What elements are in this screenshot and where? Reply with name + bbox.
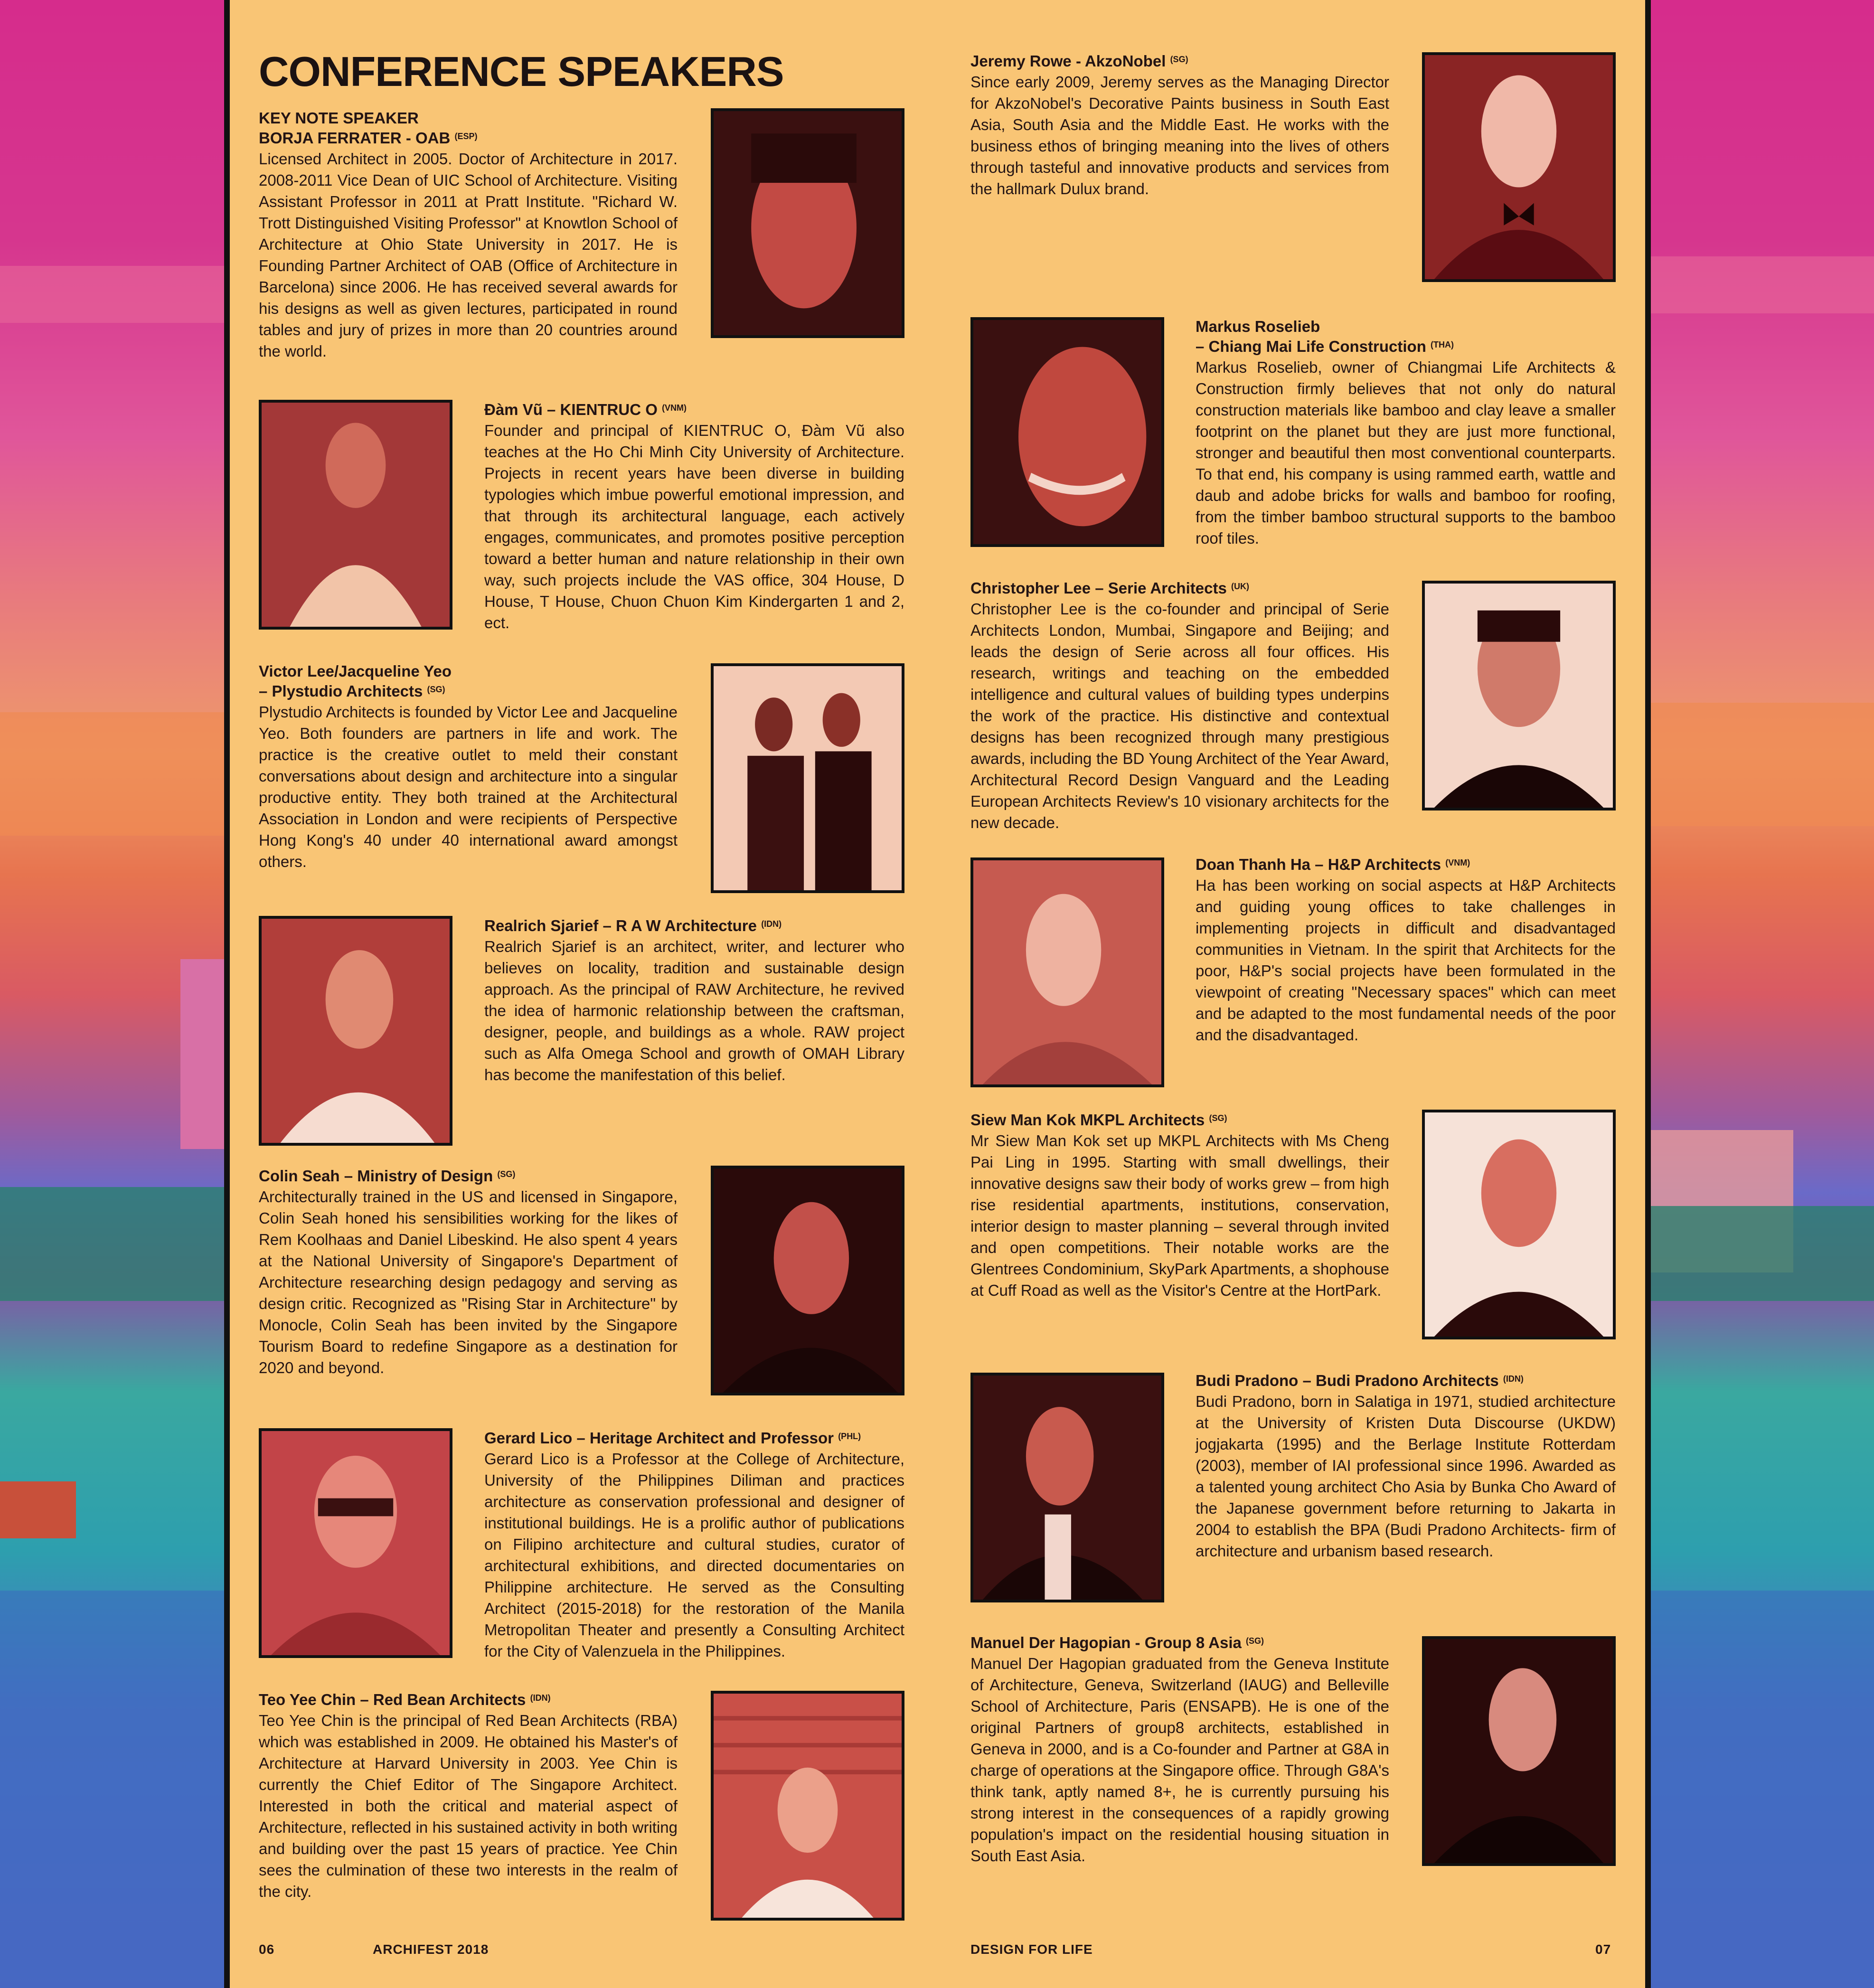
speaker-bio: Since early 2009, Jeremy serves as the Managing Director for AkzoNobel's Decorative Paints business in South East Asia, South Asia and the Middle East. He works with the business ethos of bringing meaning into the lives of others through tasteful and innovative products and services from the hallmark Dulux brand. [970,73,1389,198]
footer-page-number-right: 07 [1595,1942,1611,1957]
speaker-photo-plystudio [711,663,904,893]
speaker-name: Victor Lee/Jacqueline Yeo [259,662,452,680]
speaker-name: Jeremy Rowe - AkzoNobel $^{(SG)}$ [970,52,1188,70]
page-title: CONFERENCE SPEAKERS [259,48,784,95]
speaker-photo-realrich-sjarief [259,916,452,1146]
speaker-bio: Founder and principal of KIENTRUC O, Đàm Vũ also teaches at the Ho Chi Minh City University of Architecture. Projects in recent years have been diverse in building typologies which imbue powerful emotional impression, and that through its architectural language, each actively engages, communicates, and promotes positive perception toward a better human and nature relationship in their own way, such projects include the VAS office, 304 House, D House, T House, Chuon Chuon Kim Kindergarten 1 and 2, ect. [484,422,904,631]
speaker-photo-dam-vu [259,400,452,630]
speaker-bio: Manuel Der Hagopian graduated from the Geneva Institute of Architecture, Geneva, Switzerland (IAUG) and Belleville School of Architecture, Paris (ENSAPB). He is one of the original Partners of group8 architects, established in Geneva in 2000, and is a Co-founder and Partner at G8A in charge of operations at the Singapore office. Through G8A's think tank, aptly named 8+, he is currently pursuing his strong interest in the consequences of a rapidly growing population's impact on the residential housing situation in South East Asia. [970,1655,1389,1865]
speaker-name: BORJA FERRATER - OAB $^{(ESP)}$ [259,129,478,147]
speaker-name: Teo Yee Chin – Red Bean Architects $^{(IDN)}$ [259,1691,551,1708]
speaker-photo-gerard-lico [259,1428,452,1658]
speaker-photo-manuel-der-hagopian [1422,1636,1616,1866]
speaker-realrich-sjarief [484,916,904,1085]
keynote-label: KEY NOTE SPEAKER [259,109,419,127]
speaker-bio: Plystudio Architects is founded by Victor Lee and Jacqueline Yeo. Both founders are partners in life and work. The practice is the creative outlet to meld their constant conversations about design and architecture into a singular productive entity. They both trained at the Architectural Association in London and were recipients of Perspective Hong Kong's 40 under 40 international award amongst others. [259,703,678,870]
speaker-name: Đàm Vũ – KIENTRUC O $^{(VNM)}$ [484,401,687,418]
speaker-name: Budi Pradono – Budi Pradono Architects $^{(IDN)}$ [1196,1372,1524,1389]
speaker-budi-pradono [1196,1371,1616,1562]
speaker-photo-colin-seah [711,1166,904,1395]
speaker-photo-doan-thanh-ha [970,857,1164,1087]
speaker-borja-ferrater [259,108,678,362]
speaker-dam-vu [484,400,904,633]
speaker-colin-seah [259,1166,678,1378]
speaker-bio: Teo Yee Chin is the principal of Red Bean Architects (RBA) which was established in 2009. He obtained his Master's of Architecture at Harvard University in 2003. Yee Chin is currently the Chief Editor of The Singapore Architect. Interested in both the critical and material aspect of Architecture, reflected in his sustained activity in both writing and building over the past 15 years of practice. Yee Chin sees the culmination of these two interests in the realm of the city. [259,1712,678,1900]
speaker-name-line2: – Plystudio Architects $^{(SG)}$ [259,682,445,700]
speaker-name: Colin Seah – Ministry of Design $^{(SG)}$ [259,1167,516,1185]
speaker-bio: Licensed Architect in 2005. Doctor of Architecture in 2017. 2008-2011 Vice Dean of UIC School of Architecture. Visiting Assistant Professor in 2011 at Pratt Institute. "Richard W. Trott Distinguished Visiting Professor" at Knowtlon School of Architecture at Ohio State University in 2017. He is Founding Partner Architect of OAB (Office of Architecture in Barcelona) since 2006. He has received several awards for his designs as well as given lectures, participated in round tables and jury of prizes in more than 20 countries around the world. [259,150,678,360]
speaker-bio: Realrich Sjarief is an architect, writer, and lecturer who believes on locality, tradition and sustainable design approach. As the principal of RAW Architecture, he revived the idea of harmonic relationship between the craftsman, designer, people, and buildings as a whole. RAW project such as Alfa Omega School and growth of OMAH Library has become the manifestation of this belief. [484,938,904,1084]
footer-label-right: DESIGN FOR LIFE [970,1942,1093,1957]
speaker-doan-thanh-ha [1196,855,1616,1046]
speaker-photo-jeremy-rowe [1422,52,1616,282]
footer-label-left: ARCHIFEST 2018 [373,1942,489,1957]
speaker-name: Markus Roselieb [1196,318,1320,335]
speaker-name-line2: – Chiang Mai Life Construction $^{(THA)}$ [1196,338,1454,355]
speaker-manuel-der-hagopian [970,1633,1389,1866]
speaker-name: Gerard Lico – Heritage Architect and Professor $^{(PHL)}$ [484,1429,861,1447]
speaker-photo-borja-ferrater [711,108,904,338]
speaker-gerard-lico [484,1428,904,1662]
speaker-bio: Christopher Lee is the co-founder and principal of Serie Architects London, Mumbai, Singapore and Beijing; and leads the design of Serie across all four offices. His research, writings and teaching on the embedded intelligence and cultural values of building types underpins the work of the practice. His distinctive and contextual designs has been recognized through many prestigious awards, including the BD Young Architect of the Year Award, Architectural Record Design Vanguard and the Leading European Architects Review's 10 visionary architects for the new decade. [970,600,1389,831]
speaker-name: Christopher Lee – Serie Architects $^{(UK)}$ [970,579,1249,597]
speaker-photo-siew-man-kok [1422,1110,1616,1339]
speaker-photo-budi-pradono [970,1373,1164,1602]
speaker-teo-yee-chin [259,1690,678,1902]
footer-page-number-left: 06 [259,1942,275,1957]
speaker-christopher-lee [970,578,1389,833]
speaker-siew-man-kok [970,1110,1389,1301]
speaker-photo-markus-roselieb [970,317,1164,547]
speaker-markus-roselieb [1196,317,1616,549]
speaker-bio: Mr Siew Man Kok set up MKPL Architects with Ms Cheng Pai Ling in 1995. Starting with small dwellings, their innovative designs saw their body of works grew – from high rise residential apartments, institutions, conservation, interior design to master planning – several through invited and open competitions. Their notable works are the Glentrees Condominium, SkyPark Apartments, a shophouse at Cuff Road as well as the Visitor's Centre at the HortPark. [970,1132,1389,1299]
speaker-bio: Markus Roselieb, owner of Chiangmai Life Architects & Construction firmly believes that not only do natural construction materials like bamboo and clay leave a smaller footprint on the planet but they are just more functional, stronger and beautiful then most conventional counterparts. To that end, his company is using rammed earth, wattle and daub and adobe bricks for walls and bamboo for roofing, from the timber bamboo structural supports to the bamboo roof tiles. [1196,358,1616,547]
speaker-name: Realrich Sjarief – R A W Architecture $^{(IDN)}$ [484,917,782,934]
speaker-name: Doan Thanh Ha – H&P Architects $^{(VNM)}$ [1196,856,1470,873]
speaker-plystudio [259,661,678,872]
speaker-bio: Gerard Lico is a Professor at the College of Architecture, University of the Philippines Diliman and practices architecture as conservation professional and designer of institutional buildings. He is a prolific author of publications on Filipino architecture and cultural studies, curator of architectural exhibitions, and directed documentaries on Philippine architecture. He served as the Consulting Architect (2015-2018) for the restoration of the Manila Metropolitan Theater and presently a Consulting Architect for the City of Valenzuela in the Philippines. [484,1450,904,1660]
speaker-jeremy-rowe [970,51,1389,199]
speaker-bio: Ha has been working on social aspects at H&P Architects and guiding young offices to take challenges in implementing projects in difficult and disadvantaged communities in Vietnam. In the spirit that Architects for the poor, H&P's social projects have been formulated in the viewpoint of creating "Necessary spaces" which can meet and be adapted to the most fundamental needs of the poor and the disadvantaged. [1196,876,1616,1044]
speaker-photo-christopher-lee [1422,581,1616,810]
speaker-name: Manuel Der Hagopian - Group 8 Asia $^{(SG)}$ [970,1634,1264,1651]
speaker-bio: Budi Pradono, born in Salatiga in 1971, studied architecture at the University of Kristen Duta Discourse (UKDW) jogjakarta (1995) and the Berlage Institute Rotterdam (2003), member of IAI professional since 1996. Awarded as a talented young architect Cho Asia by Bunka Cho Award of the Japanese government before returning to Jakarta in 2004 to establish the BPA (Budi Pradono Architects- firm of architecture and urbanism based research. [1196,1393,1616,1560]
speaker-name: Siew Man Kok MKPL Architects $^{(SG)}$ [970,1111,1227,1129]
speaker-bio: Architecturally trained in the US and licensed in Singapore, Colin Seah honed his sensibilities working for the likes of Rem Koolhaas and Daniel Libeskind. He also spent 4 years at the National University of Singapore's Department of Architecture researching design pedagogy and serving as design critic. Recognized as "Rising Star in Architecture" by Monocle, Colin Seah has been invited by the Singapore Tourism Board to redefine Singapore as a destination for 2020 and beyond. [259,1188,678,1376]
speaker-photo-teo-yee-chin [711,1691,904,1921]
